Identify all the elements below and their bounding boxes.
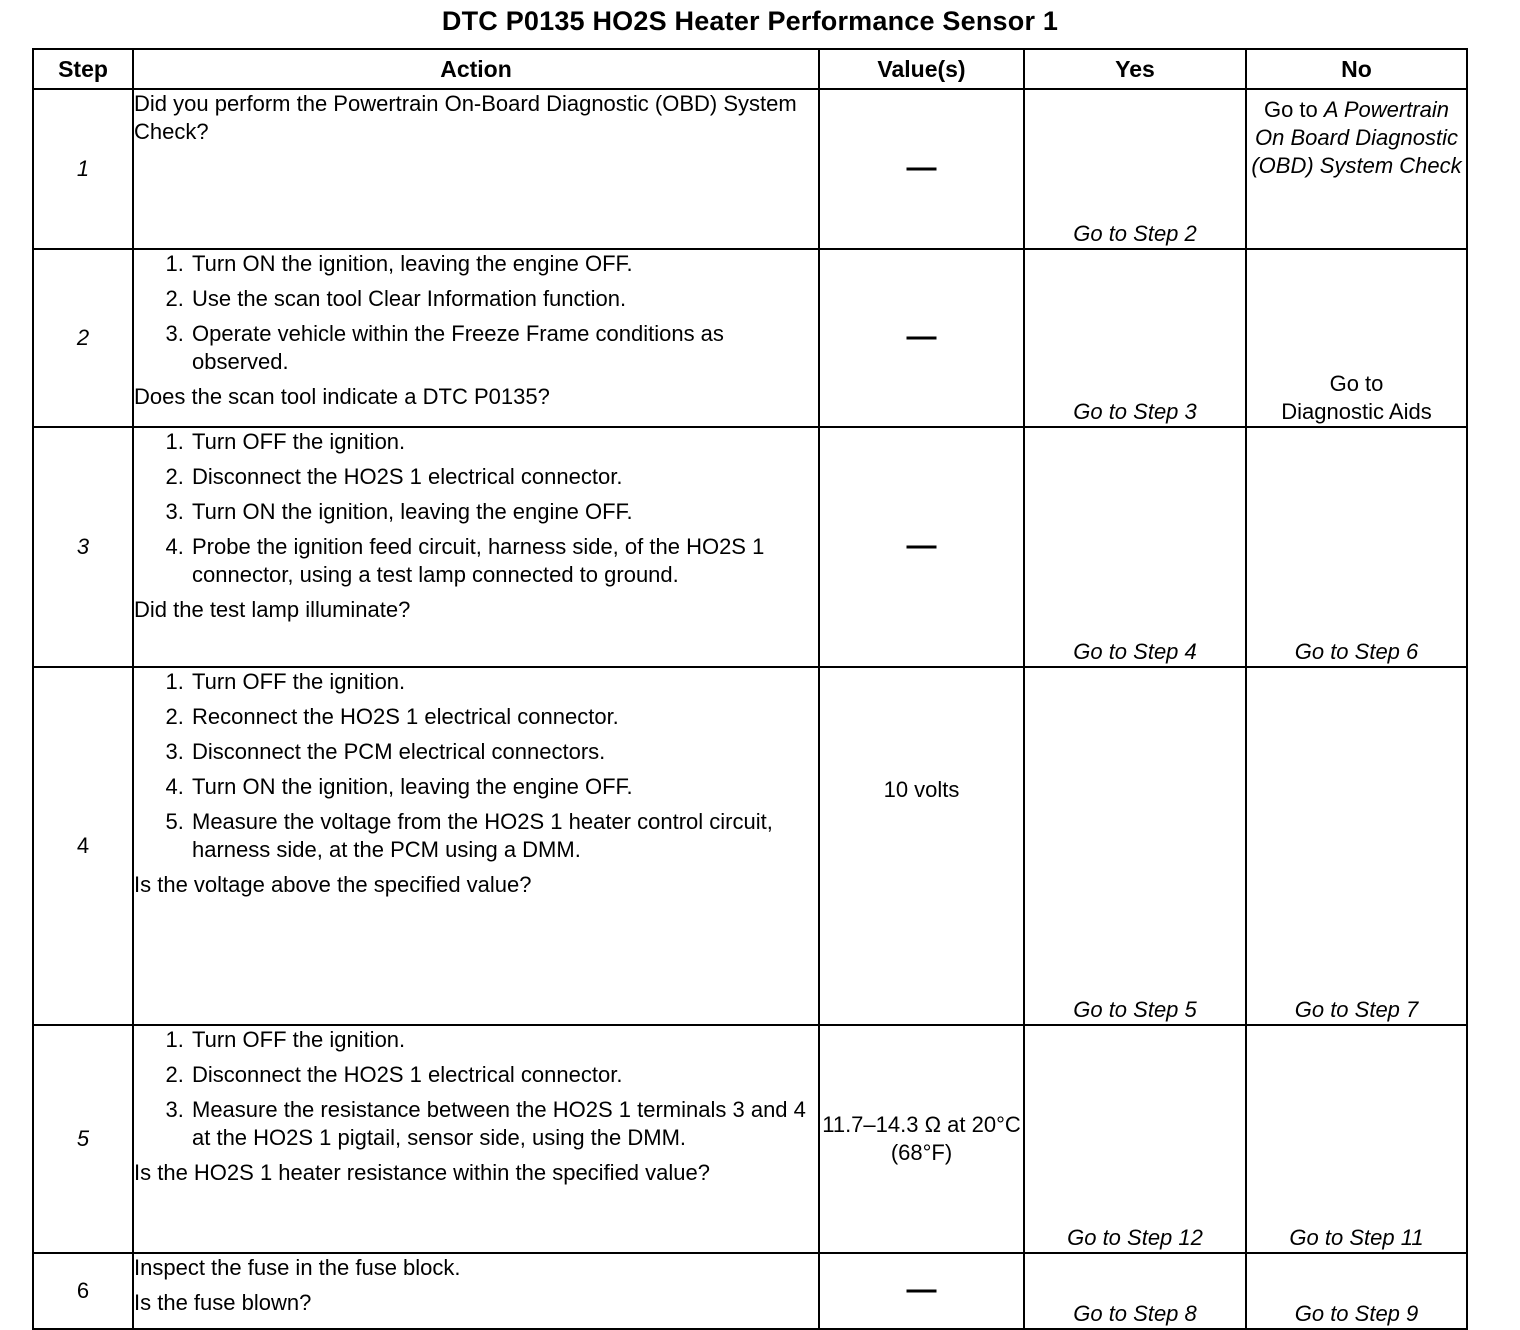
table-row xyxy=(33,249,1467,427)
header-values: Value(s) xyxy=(819,49,1024,89)
value-text: — xyxy=(906,1273,937,1306)
step-number: 2 xyxy=(33,249,133,427)
value-text: 10 volts xyxy=(883,777,960,802)
no-cell[interactable] xyxy=(1246,1253,1467,1329)
procedure-item: 2. Disconnect the HO2S 1 electrical connector. xyxy=(190,463,818,491)
value-text: — xyxy=(906,529,937,562)
action-cell xyxy=(133,1025,819,1253)
procedure-item: 1. Turn OFF the ignition. xyxy=(190,1026,818,1054)
yes-cell[interactable] xyxy=(1024,427,1246,667)
yes-cell[interactable] xyxy=(1024,89,1246,249)
no-cell[interactable] xyxy=(1246,1025,1467,1253)
action-question: Is the fuse blown? xyxy=(134,1290,312,1315)
no-cell[interactable] xyxy=(1246,427,1467,667)
no-link[interactable]: Go to Step 6 xyxy=(1294,639,1419,664)
action-question: Is the voltage above the specified value? xyxy=(134,872,532,897)
action-cell xyxy=(133,249,819,427)
table-row xyxy=(33,89,1467,249)
value-cell xyxy=(819,89,1024,249)
action-question: Does the scan tool indicate a DTC P0135? xyxy=(134,384,550,409)
diagnostic-table xyxy=(32,48,1468,1330)
yes-link[interactable]: Go to Step 8 xyxy=(1073,1301,1197,1326)
no-cell[interactable] xyxy=(1246,667,1467,1025)
procedure-item: 1. Turn OFF the ignition. xyxy=(190,668,818,696)
header-row xyxy=(33,49,1467,89)
procedure-item: 3. Measure the resistance between the HO2S 1 terminals 3 and 4 at the HO2S 1 pigtail, sensor side, using the DMM. xyxy=(190,1096,818,1152)
procedure-item: 3. Operate vehicle within the Freeze Frame conditions as observed. xyxy=(190,320,818,376)
yes-cell[interactable] xyxy=(1024,1253,1246,1329)
page-title: DTC P0135 HO2S Heater Performance Sensor 1 xyxy=(441,6,1059,36)
yes-link[interactable]: Go to Step 4 xyxy=(1073,639,1197,664)
value-cell xyxy=(819,1253,1024,1329)
header-yes: Yes xyxy=(1024,49,1246,89)
no-link[interactable]: Diagnostic Aids xyxy=(1281,399,1432,424)
action-cell xyxy=(133,667,819,1025)
step-number: 4 xyxy=(33,667,133,1025)
procedure-item: 3. Turn ON the ignition, leaving the engine OFF. xyxy=(190,498,818,526)
procedure-item: 4. Turn ON the ignition, leaving the engine OFF. xyxy=(190,773,818,801)
procedure-item: 1. Turn ON the ignition, leaving the engine OFF. xyxy=(190,250,818,278)
table-row xyxy=(33,427,1467,667)
procedure-item: 1. Turn OFF the ignition. xyxy=(190,428,818,456)
action-cell xyxy=(133,1253,819,1329)
procedure-list xyxy=(134,428,818,589)
no-cell[interactable] xyxy=(1246,249,1467,427)
value-text: — xyxy=(906,320,937,353)
action-cell xyxy=(133,427,819,667)
procedure-list xyxy=(134,1026,818,1152)
step-number: 1 xyxy=(33,89,133,249)
table-row xyxy=(33,1025,1467,1253)
table-row xyxy=(33,667,1467,1025)
value-cell xyxy=(819,1025,1024,1253)
action-intro: Inspect the fuse in the fuse block. xyxy=(134,1255,461,1280)
yes-link[interactable]: Go to Step 5 xyxy=(1073,997,1197,1022)
procedure-item: 2. Disconnect the HO2S 1 electrical connector. xyxy=(190,1061,818,1089)
procedure-item: 2. Use the scan tool Clear Information function. xyxy=(190,285,818,313)
step-number: 6 xyxy=(33,1253,133,1329)
procedure-list xyxy=(134,250,818,376)
value-text: — xyxy=(906,151,937,184)
no-link[interactable]: Go to Step 7 xyxy=(1294,997,1419,1022)
table-row xyxy=(33,1253,1467,1329)
procedure-item: 2. Reconnect the HO2S 1 electrical connector. xyxy=(190,703,818,731)
procedure-list xyxy=(134,668,818,864)
yes-cell[interactable] xyxy=(1024,667,1246,1025)
no-cell[interactable] xyxy=(1246,89,1467,249)
action-question: Did the test lamp illuminate? xyxy=(134,597,411,622)
procedure-item: 4. Probe the ignition feed circuit, harness side, of the HO2S 1 connector, using a test lamp connected to ground. xyxy=(190,533,818,589)
value-cell xyxy=(819,249,1024,427)
value-cell xyxy=(819,667,1024,1025)
yes-link[interactable]: Go to Step 12 xyxy=(1067,1225,1203,1250)
no-link[interactable]: Go to Step 11 xyxy=(1289,1225,1424,1250)
value-cell xyxy=(819,427,1024,667)
yes-cell[interactable] xyxy=(1024,249,1246,427)
no-link[interactable]: A Powertrain On Board Diagnostic (OBD) System Check xyxy=(1251,97,1462,178)
yes-link[interactable]: Go to Step 3 xyxy=(1073,399,1197,424)
step-number: 5 xyxy=(33,1025,133,1253)
step-number: 3 xyxy=(33,427,133,667)
procedure-item: 3. Disconnect the PCM electrical connectors. xyxy=(190,738,818,766)
action-question: Is the HO2S 1 heater resistance within the specified value? xyxy=(134,1160,710,1185)
no-prefix: Go to xyxy=(1329,371,1384,396)
action-cell xyxy=(133,89,819,249)
yes-link[interactable]: Go to Step 2 xyxy=(1073,221,1197,246)
procedure-item: 5. Measure the voltage from the HO2S 1 heater control circuit, harness side, at the PCM using a DMM. xyxy=(190,808,818,864)
header-no: No xyxy=(1246,49,1467,89)
no-prefix: Go to xyxy=(1263,97,1318,122)
header-action: Action xyxy=(133,49,819,89)
no-link[interactable]: Go to Step 9 xyxy=(1294,1301,1419,1326)
action-intro: Did you perform the Powertrain On-Board Diagnostic (OBD) System Check? xyxy=(134,91,797,144)
header-step: Step xyxy=(33,49,133,89)
yes-cell[interactable] xyxy=(1024,1025,1246,1253)
value-text: 11.7–14.3 Ω at 20°C (68°F) xyxy=(822,1112,1021,1165)
